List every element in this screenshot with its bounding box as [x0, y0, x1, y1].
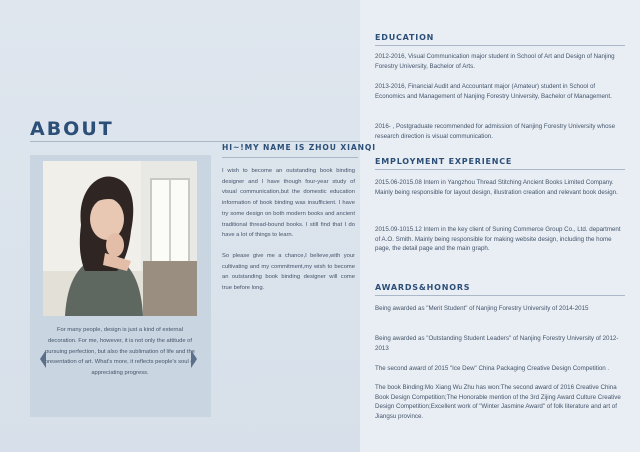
greeting-heading: HI~!MY NAME IS ZHOU XIANQI — [222, 143, 376, 152]
employment-entry: 2015.09-1015.12 Intern in the key client of Suning Commerce Group Co., Ltd. department of A.O. Smith. Mainly being responsible for making website design, including the home page, the detail page and the main graph. — [375, 226, 621, 253]
about-divider — [30, 141, 360, 142]
triangle-left-icon — [40, 350, 46, 368]
intro-text — [222, 166, 355, 304]
portrait-photo — [43, 161, 197, 316]
employment-title: EMPLOYMENT EXPERIENCE — [375, 157, 513, 166]
intro-paragraph: I wish to become an outstanding book binding designer and I have though four-year study of visual communication,but the domestic education information of book binding was insufficient. I have try some design on both modern books and ancient traditional thread-bound books. I still find that I do have a lot of things to learn. — [222, 168, 355, 239]
award-entry: Being awarded as "Outstanding Student Leaders" of Nanjing Forestry University of 2012-2013 — [375, 335, 619, 352]
education-entry: 2016- , Postgraduate recommended for admission of Nanjing Forestry University whose research direction is visual communication. — [375, 123, 616, 140]
awards-title: AWARDS&HONORS — [375, 283, 471, 292]
education-divider — [375, 45, 625, 46]
education-title: EDUCATION — [375, 33, 435, 42]
employment-divider — [375, 169, 625, 170]
education-entry: 2012-2016, Visual Communication major student in School of Art and Design of Nanjing Forestry University, Bachelor of Arts. — [375, 53, 615, 70]
triangle-right-icon — [191, 350, 197, 368]
greeting-divider — [222, 157, 358, 158]
about-title: ABOUT — [30, 118, 114, 140]
employment-entry: 2015.06-2015.08 Intern in Yangzhou Thread Stitching Ancient Books Limited Company. Mainly being responsible for layout design, illustration creation and relevant book design. — [375, 179, 618, 196]
photo-card — [30, 155, 211, 417]
award-entry: Being awarded as "Merit Student" of Nanjing Forestry University of 2014-2015 — [375, 305, 589, 312]
awards-divider — [375, 295, 625, 296]
intro-paragraph: So please give me a chance,I believe,with your cultivating and my commitment,my wish to become an outstanding book binding designer will come true before long. — [222, 252, 355, 292]
photo-caption: For many people, design is just a kind of external decoration. For me, however, it is not only the attitude of pursuing perfection, but also the sublimation of life and the presentation of art. What's more, it reflects people's soul of appreciating progress. — [44, 327, 196, 377]
award-entry: The book Binding:Mo Xiang Wu Zhu has won:The second award of 2016 Creative China Book Design Competition;The Honorable mention of the 3rd Zijing Award Culture Creative Design Competition;Excellent work of "Winter Jasmine Award" of folk literature and art of Jiangsu province. — [375, 384, 621, 420]
award-entry: The second award of 2015 "Ice Dew" China Packaging Creative Design Competition . — [375, 365, 610, 372]
education-entry: 2013-2016, Financial Audit and Accountant major (Amateur) student in School of Economics and Management of Nanjing Forestry University, Bachelor of Management. — [375, 83, 612, 100]
